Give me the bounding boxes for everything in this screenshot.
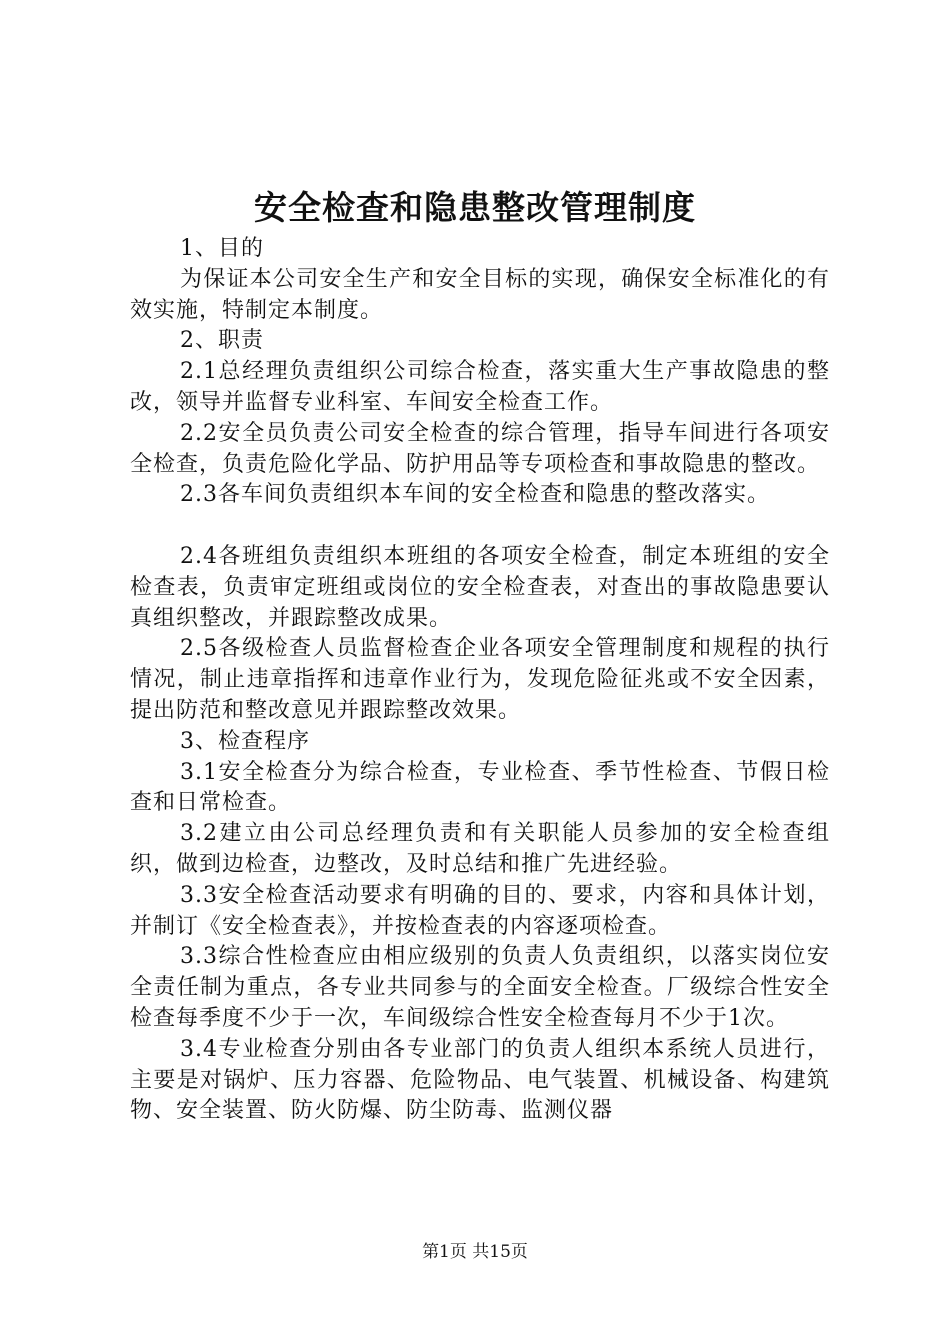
paragraph-3-2: 3.2建立由公司总经理负责和有关职能人员参加的安全检查组织，做到边检查，边整改，及时总结和推广先进经验。 bbox=[130, 821, 830, 877]
paragraph-spacer bbox=[130, 511, 830, 542]
heading-responsibilities: 2、职责 bbox=[180, 328, 264, 354]
paragraph-2-1: 2.1总经理负责组织公司综合检查，落实重大生产事故隐患的整改，领导并监督专业科室、车间安全检查工作。 bbox=[130, 359, 830, 415]
paragraph-3-3b: 3.3综合性检查应由相应级别的负责人负责组织，以落实岗位安全责任制为重点，各专业共同参与的全面安全检查。厂级综合性安全检查每季度不少于一次，车间级综合性安全检查每月不少于1次。 bbox=[130, 944, 830, 1031]
heading-purpose: 1、目的 bbox=[180, 236, 264, 261]
paragraph-2-5: 2.5各级检查人员监督检查企业各项安全管理制度和规程的执行情况，制止违章指挥和违章作业行为，发现危险征兆或不安全因素，提出防范和整改意见并跟踪整改效果。 bbox=[130, 636, 830, 723]
paragraph-3-3a: 3.3安全检查活动要求有明确的目的、要求，内容和具体计划，并制订《安全检查表》，并按检查表的内容逐项检查。 bbox=[130, 882, 830, 939]
document-body bbox=[130, 234, 830, 1127]
heading-inspection-procedure: 3、检查程序 bbox=[180, 728, 310, 754]
paragraph-2-2: 2.2安全员负责公司安全检查的综合管理，指导车间进行各项安全检查，负责危险化学品、防护用品等专项检查和事故隐患的整改。 bbox=[130, 420, 830, 477]
paragraph-purpose: 为保证本公司安全生产和安全目标的实现，确保安全标准化的有效实施，特制定本制度。 bbox=[130, 266, 830, 323]
document-title: 安全检查和隐患整改管理制度 bbox=[254, 188, 696, 227]
paragraph-2-4: 2.4各班组负责组织本班组的各项安全检查，制定本班组的安全检查表，负责审定班组或岗位的安全检查表，对查出的事故隐患要认真组织整改，并跟踪整改成果。 bbox=[130, 543, 830, 631]
paragraph-3-4: 3.4专业检查分别由各专业部门的负责人组织本系统人员进行，主要是对锅炉、压力容器、危险物品、电气装置、机械设备、构建筑物、安全装置、防火防爆、防尘防毒、监测仪器 bbox=[130, 1036, 830, 1124]
paragraph-3-1: 3.1安全检查分为综合检查，专业检查、季节性检查、节假日检查和日常检查。 bbox=[130, 759, 830, 816]
paragraph-2-3: 2.3各车间负责组织本车间的安全检查和隐患的整改落实。 bbox=[180, 482, 770, 508]
page-footer: 第1页 共15页 bbox=[422, 1242, 528, 1262]
